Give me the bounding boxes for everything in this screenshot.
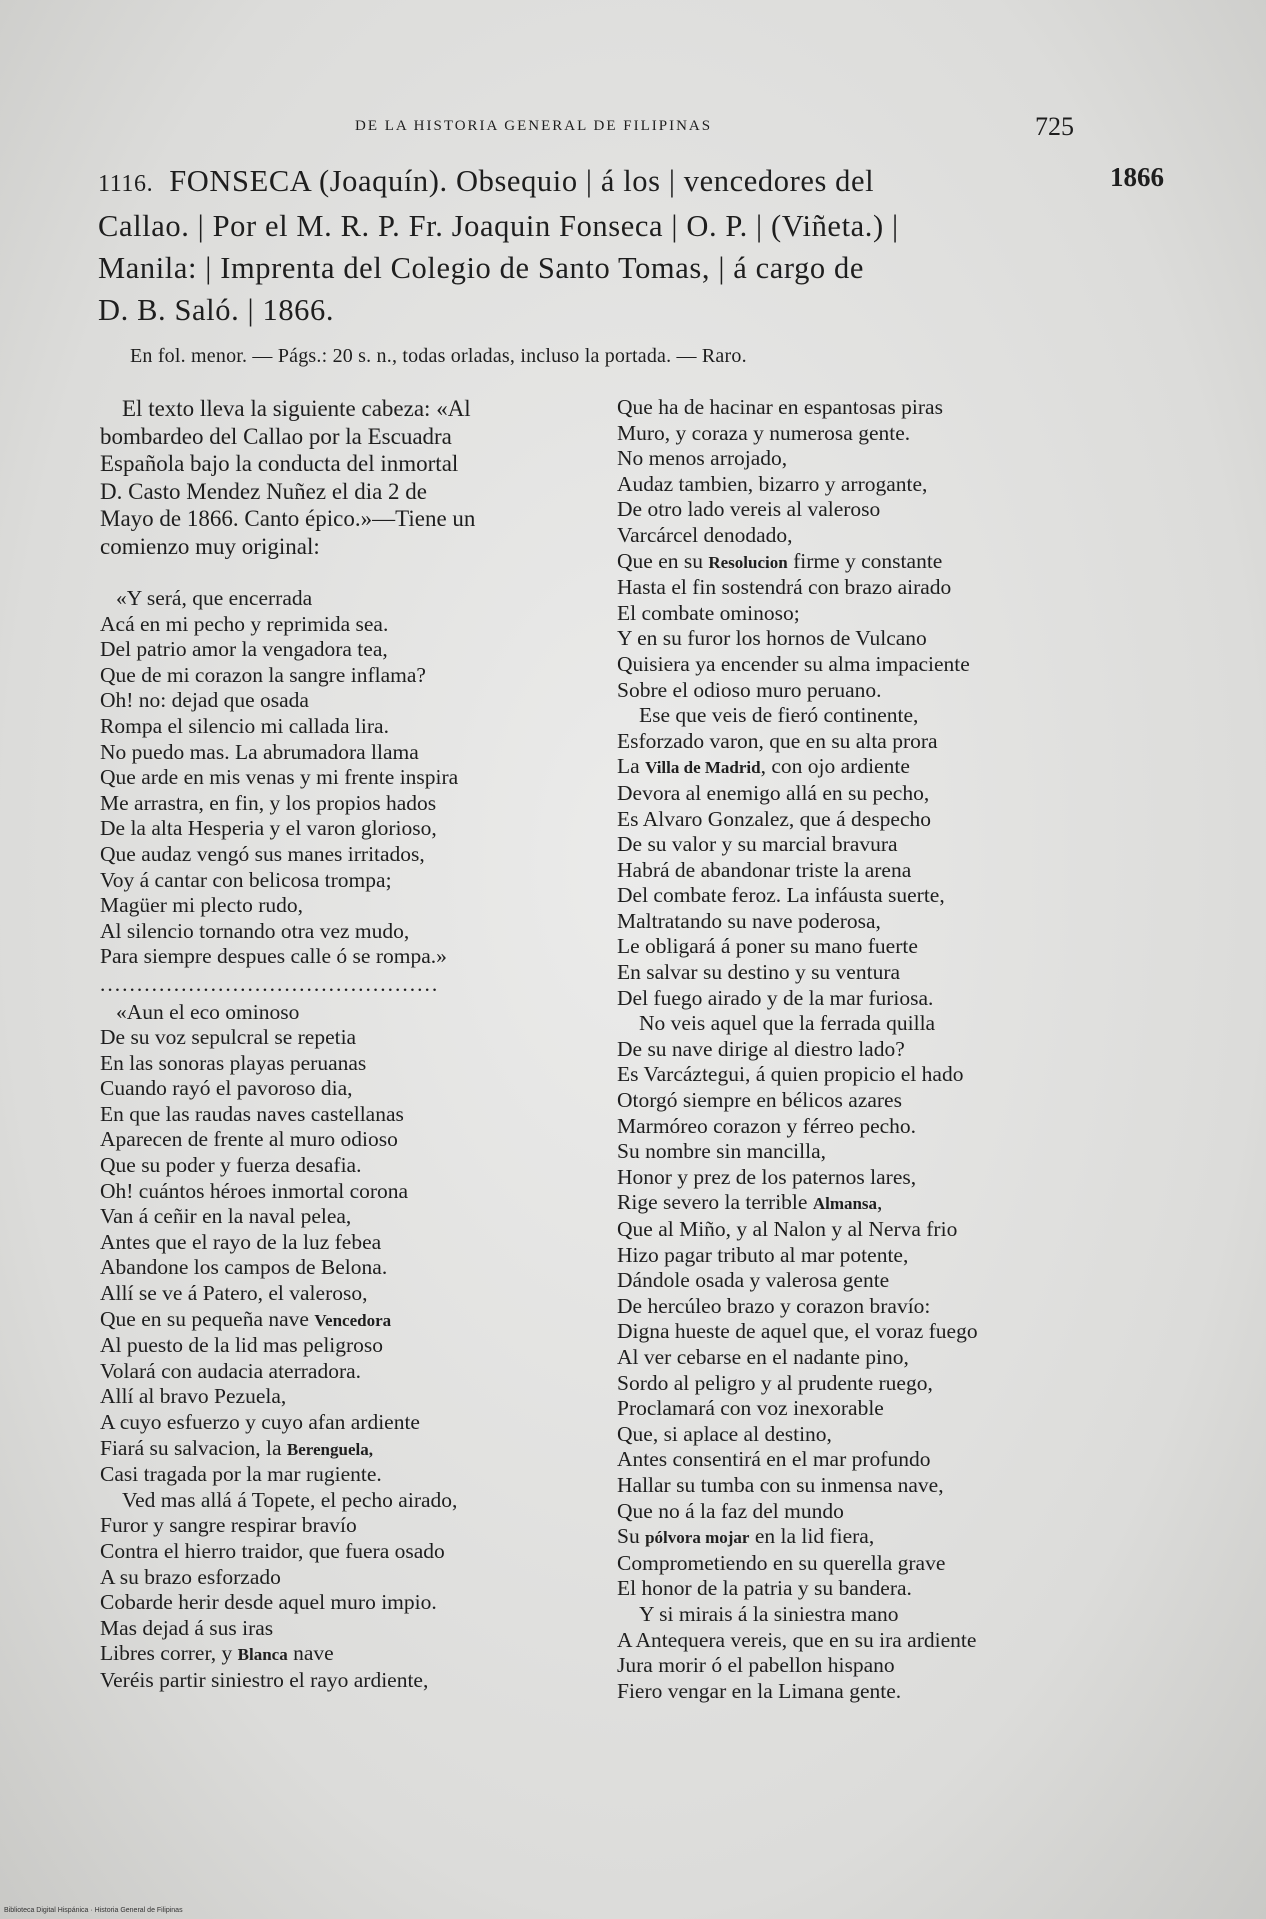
scan-footer: Biblioteca Digital Hispánica · Historia General de Filipinas — [4, 1907, 183, 1914]
entry-year: 1866 — [1110, 162, 1164, 192]
running-head: DE LA HISTORIA GENERAL DE FILIPINAS — [355, 118, 713, 134]
ship-name: pólvora mojar — [645, 1528, 750, 1548]
collation-note: En fol. menor. — Págs.: 20 s. n., todas orladas, incluso la portada. — Raro. — [130, 345, 747, 367]
right-column — [617, 395, 1137, 1704]
left-column — [100, 395, 595, 1694]
intro-paragraph: El texto lleva la siguiente cabeza: «Al bombardeo del Callao por la Escuadra Española bajo la conducta del inmortal D. Casto Mendez Nuñez el dia 2 de Mayo de 1866. Canto épico.»—Tiene un comienzo muy original: — [100, 396, 476, 559]
verse-block-1: «Y será, que encerrada Acá en mi pecho y reprimida sea. Del patrio amor la vengadora tea, Que de mi corazon la sangre inflama? Oh! no: dejad que osada Rompa el silencio mi callada lira. No puedo mas. La abrumadora llama Que arde en mis venas y mi frente inspira Me arrastra, en fin, y los propios hados De la alta Hesperia y el varon glorioso, Que audaz vengó sus manes irritados, Voy á cantar con belicosa trompa; Magüer mi plecto rudo, Al silencio tornando otra vez mudo, Para siempre despues calle ó se rompa.» — [100, 586, 459, 969]
entry-number: 1116. — [98, 171, 154, 197]
page-number: 725 — [1035, 112, 1074, 141]
entry-line-1: 1116. FONSECA (Joaquín). Obsequio | á los | vencedores del — [98, 164, 875, 198]
entry-line-3: Manila: | Imprenta del Colegio de Santo Tomas, | á cargo de — [98, 251, 864, 285]
verse-block-3: Que ha de hacinar en espantosas piras Muro, y coraza y numerosa gente. No menos arrojado, Audaz tambien, bizarro y arrogante, De otro lado vereis al valeroso Varcárcel denodado, Que en su Resolucion firme y constante Hasta el fin sostendrá con brazo airado El combate ominoso; Y en su furor los hornos de Vulcano Quisiera ya encender su alma impaciente Sobre el odioso muro peruano. Ese que veis de fieró continente, Esforzado varon, que en su alta prora La Villa de Madrid, con ojo ardiente Devora al enemigo allá en su pecho, Es Alvaro Gonzalez, que á despecho De su valor y su marcial bravura Habrá de abandonar triste la arena Del combate feroz. La infáusta suerte, Maltratando su nave poderosa, Le obligará á poner su mano fuerte En salvar su destino y su ventura Del fuego airado y de la mar furiosa. No veis aquel que la ferrada quilla De su nave dirige al diestro lado? Es Varcáztegui, á quien propicio el hado Otorgó siempre en bélicos azares Marmóreo corazon y férreo pecho. Su nombre sin mancilla, Honor y prez de los paternos lares, Rige severo la terrible Almansa, Que al Miño, y al Nalon y al Nerva frio Hizo pagar tributo al mar potente, Dándole osada y valerosa gente De hercúleo brazo y corazon bravío: Digna hueste de aquel que, el voraz fuego Al ver cebarse en el nadante pino, Sordo al peligro y al prudente ruego, Proclamará con voz inexorable Que, si aplace al destino, Antes consentirá en el mar profundo Hallar su tumba con su inmensa nave, Que no á la faz del mundo Su pólvora mojar en la lid fiera, Comprometiendo en su querella grave El honor de la patria y su bandera. Y si mirais á la siniestra mano A Antequera vereis, que en su ira ardiente Jura morir ó el pabellon hispano Fiero vengar en la Limana gente. — [617, 395, 978, 1703]
ship-name: Vencedora — [314, 1310, 392, 1330]
ship-name: Villa de Madrid — [645, 758, 761, 778]
verse-block-2: «Aun el eco ominoso De su voz sepulcral se repetia En las sonoras playas peruanas Cuando rayó el pavoroso dia, En que las raudas naves castellanas Aparecen de frente al muro odioso Que su poder y fuerza desafia. Oh! cuántos héroes inmortal corona Van á ceñir en la naval pelea, Antes que el rayo de la luz febea Abandone los campos de Belona. Allí se ve á Patero, el valeroso, Que en su pequeña nave Vencedora Al puesto de la lid mas peligroso Volará con audacia aterradora. Allí al bravo Pezuela, A cuyo esfuerzo y cuyo afan ardiente Fiará su salvacion, la Berenguela, Casi tragada por la mar rugiente. Ved mas allá á Topete, el pecho airado, Furor y sangre respirar bravío Contra el hierro traidor, que fuera osado A su brazo esforzado Cobarde herir desde aquel muro impio. Mas dejad á sus iras Libres correr, y Blanca nave Veréis partir siniestro el rayo ardiente, — [100, 999, 458, 1692]
ship-name: Berenguela, — [286, 1439, 373, 1459]
ship-name: Resolucion — [708, 552, 788, 572]
entry-line-4: D. B. Saló. | 1866. — [98, 293, 335, 327]
entry-line-2: Callao. | Por el M. R. P. Fr. Joaquin Fonseca | O. P. | (Viñeta.) | — [98, 209, 899, 243]
ship-name: Blanca — [237, 1645, 288, 1665]
ship-name: Almansa — [812, 1194, 878, 1214]
bibliographic-entry — [98, 160, 1108, 331]
ellipsis-separator: .............................................. — [100, 971, 440, 996]
